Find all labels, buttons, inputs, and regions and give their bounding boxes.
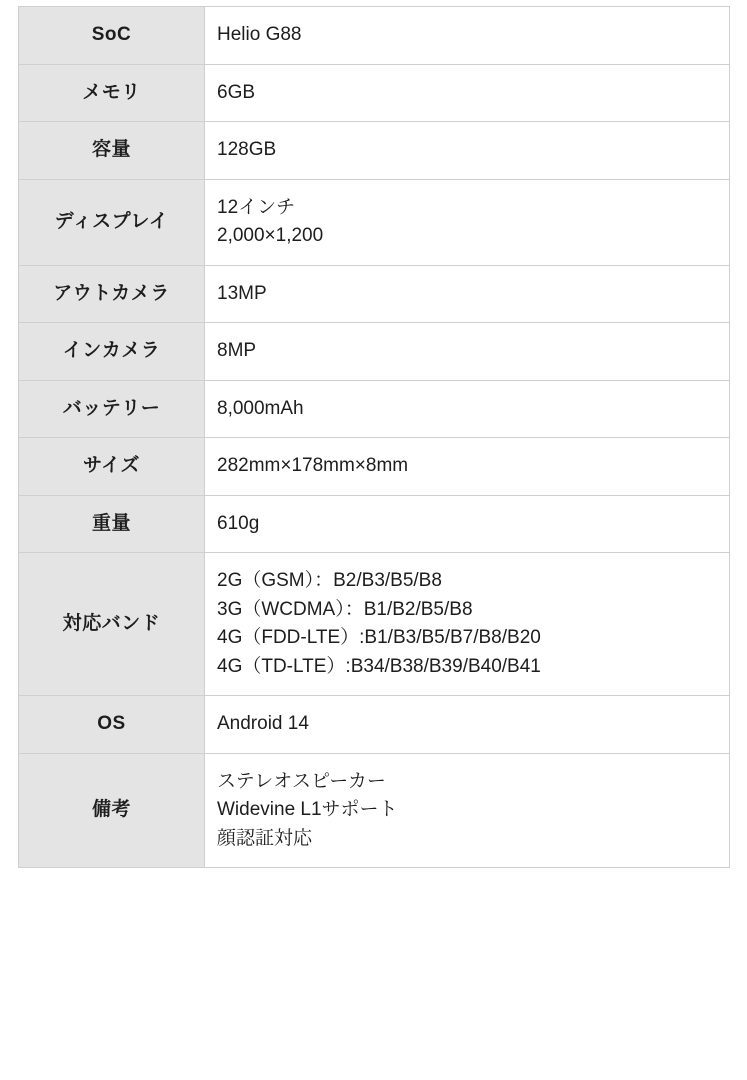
specification-table-body bbox=[19, 7, 730, 868]
table-row bbox=[19, 438, 730, 496]
value-line: Helio G88 bbox=[217, 24, 302, 45]
row-value-rear-camera bbox=[205, 265, 730, 323]
row-value-memory bbox=[205, 64, 730, 122]
value-line: 2G（GSM）：B2/B3/B5/B8 bbox=[217, 570, 442, 591]
row-label-rear-camera: アウトカメラ bbox=[19, 265, 205, 323]
table-row bbox=[19, 179, 730, 265]
value-line: 610g bbox=[217, 512, 260, 534]
value-line: 6GB bbox=[217, 81, 256, 103]
row-label-weight: 重量 bbox=[19, 495, 205, 553]
value-line: 顔認証対応 bbox=[217, 827, 313, 849]
row-label-front-camera: インカメラ bbox=[19, 323, 205, 381]
value-line: ステレオスピーカー bbox=[217, 770, 386, 792]
row-value-display bbox=[205, 179, 730, 265]
row-value-size bbox=[205, 438, 730, 496]
table-row bbox=[19, 696, 730, 754]
value-line: 282mm×178mm×8mm bbox=[217, 455, 409, 476]
row-label-battery: バッテリー bbox=[19, 380, 205, 438]
table-row bbox=[19, 553, 730, 696]
table-row bbox=[19, 122, 730, 180]
table-row bbox=[19, 495, 730, 553]
table-row bbox=[19, 7, 730, 65]
value-line: 12インチ bbox=[217, 196, 296, 218]
row-label-memory: メモリ bbox=[19, 64, 205, 122]
value-line: 3G（WCDMA）：B1/B2/B5/B8 bbox=[217, 598, 473, 620]
row-label-os: OS bbox=[19, 696, 205, 754]
table-row bbox=[19, 323, 730, 381]
row-label-bands: 対応バンド bbox=[19, 553, 205, 696]
value-line: Widevine L1サポート bbox=[217, 799, 398, 820]
row-label-size: サイズ bbox=[19, 438, 205, 496]
row-value-os bbox=[205, 696, 730, 754]
value-line: Android 14 bbox=[217, 713, 309, 734]
value-line: 8MP bbox=[217, 340, 257, 361]
row-value-notes bbox=[205, 753, 730, 868]
row-value-front-camera bbox=[205, 323, 730, 381]
row-label-soc: SoC bbox=[19, 7, 205, 65]
row-label-storage: 容量 bbox=[19, 122, 205, 180]
value-line: 2,000×1,200 bbox=[217, 225, 324, 246]
row-value-bands bbox=[205, 553, 730, 696]
table-row bbox=[19, 380, 730, 438]
value-line: 4G（FDD-LTE）:B1/B3/B5/B7/B8/B20 bbox=[217, 627, 541, 648]
specification-table bbox=[18, 6, 730, 868]
row-value-storage bbox=[205, 122, 730, 180]
row-value-battery bbox=[205, 380, 730, 438]
value-line: 13MP bbox=[217, 282, 267, 304]
value-line: 4G（TD-LTE）:B34/B38/B39/B40/B41 bbox=[217, 655, 541, 677]
row-value-weight bbox=[205, 495, 730, 553]
row-label-display: ディスプレイ bbox=[19, 179, 205, 265]
row-label-notes: 備考 bbox=[19, 753, 205, 868]
row-value-soc bbox=[205, 7, 730, 65]
table-row bbox=[19, 265, 730, 323]
value-line: 128GB bbox=[217, 139, 277, 160]
table-row bbox=[19, 64, 730, 122]
table-row bbox=[19, 753, 730, 868]
value-line: 8,000mAh bbox=[217, 397, 304, 419]
